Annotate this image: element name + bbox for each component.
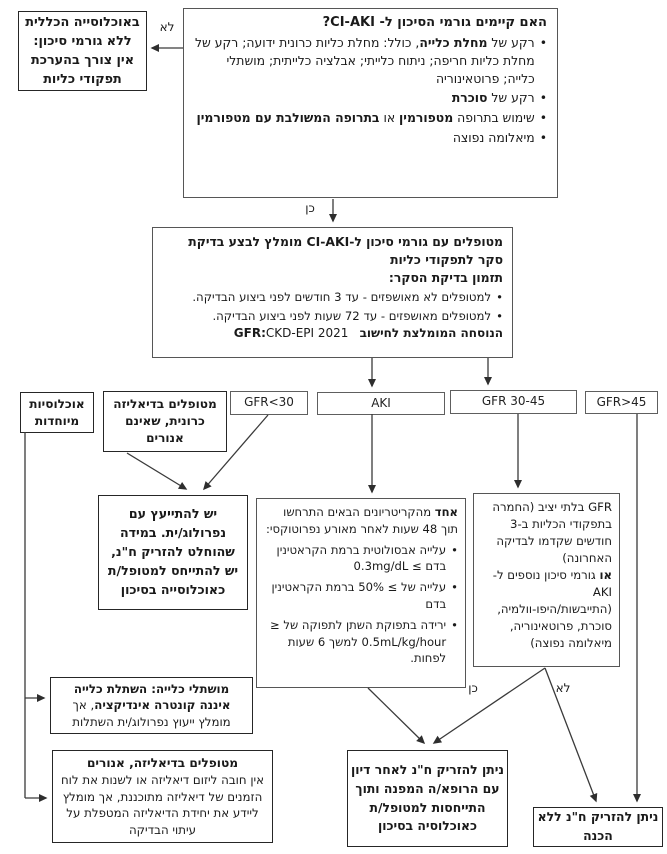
screening-bullet-outpatient [159, 289, 503, 306]
bullet-text: עלייה אבסולוטית ברמת הקראטינין בדם ≥ 0.3mg/dL [276, 542, 447, 574]
unstable-gfr-box [473, 493, 620, 667]
criteria-bullet-urine-output [264, 617, 458, 667]
aki-criteria-box [256, 498, 466, 688]
kidney-transplant-box [50, 677, 253, 734]
aki-text: AKI [371, 395, 391, 410]
gfr-30-45-text: GFR 30-45 [481, 394, 546, 409]
gfr-lt30-box [230, 391, 308, 415]
anuric-content [60, 755, 265, 838]
screening-title: מטופלים עם גורמי סיכון ל-CI-AKI מומלץ לבצע בדיקת סקר לתפקודי כליות [188, 234, 503, 267]
screening-bullet-inpatient [159, 308, 503, 325]
bullet-text: למטופלים לא מאושפזים - עד 3 חודשים לפני ביצוע הבדיקה. [192, 289, 492, 304]
aki-box [317, 392, 445, 415]
inject-after-discussion-box [347, 750, 508, 847]
inject-no-prep-text: ניתן להזריק ח"נ ללא הכנה [537, 809, 659, 843]
bullet-dot: • [496, 308, 503, 323]
screening-box [152, 227, 513, 358]
transplant-text: מושתלי כלייה: השתלת כלייה איננה קונטרה אינדיקציה, אך מומלץ ייעוץ נפרולוג/ית השתלות [72, 682, 231, 729]
bullet-text: רקע של סוכרת [451, 90, 535, 106]
bullet-dot: • [451, 580, 458, 595]
edge-label-yes-top: כן [305, 201, 315, 215]
bullet-dot: • [451, 617, 458, 632]
general-population-box [18, 11, 147, 91]
formula-label: הנוסחה המומלצת לחישוב GFR: [233, 326, 503, 341]
question-bullet-kidney-disease [192, 34, 547, 87]
screening-subtitle: תזמון בדיקת הסקר: [388, 269, 503, 285]
gfr-lt30-text: GFR<30 [244, 395, 294, 410]
bullet-dot: • [539, 35, 547, 51]
special-populations-text: אוכלוסיות מיוחדות [29, 396, 85, 428]
chronic-dialysis-box [103, 391, 227, 452]
edge-label-yes-mid: כן [468, 681, 478, 695]
gfr-gt45-box [585, 391, 658, 414]
bullet-dot: • [451, 542, 458, 557]
gfr-formula-line [159, 325, 503, 342]
chronic-dialysis-text: מטופלים בדיאליזה כרונית, שאינם אנורים [113, 397, 217, 445]
question-title: האם קיימים גורמי הסיכון ל- CI-AKI? [322, 15, 547, 30]
anuric-dialysis-box [52, 750, 273, 843]
bullet-text: עלייה של ≥ 50% ברמת הקראטינין בדם [271, 580, 447, 611]
inject-after-discussion-text: ניתן להזריק ח"נ לאחר דיון עם הרופא/ה המפנה ותוך התייחסות למטופל/ת כאוכלוסיה בסיכון [351, 762, 504, 834]
question-bullet-diabetes [192, 89, 547, 107]
edge-label-no-mid: לא [555, 681, 571, 695]
special-populations-box [20, 392, 94, 433]
bullet-dot: • [539, 129, 547, 145]
unstable-or: או [599, 567, 612, 582]
unstable-part2: גורמי סיכון נוספים ל-AKI (התייבשות/היפו-וולמיה, סוכרת, פרוטאינוריה, מיאלומה נפוצה) [492, 567, 612, 650]
formula-value: CKD-EPI 2021 [265, 326, 349, 341]
arrow-criteria-to-discuss [368, 688, 424, 743]
anuric-title: מטופלים בדיאליזה, אנורים [86, 755, 239, 770]
gfr-30-45-box [450, 390, 577, 414]
inject-no-prep-box [533, 807, 663, 847]
bullet-text: למטופלים מאושפזים - עד 72 שעות לפני ביצוע הבדיקה. [212, 308, 492, 323]
consult-nephrologist-box [98, 495, 248, 610]
consult-text: יש להתייעץ עם נפרולוג/ית. במידה שהוחלט להזריק ח"נ, יש להתייחס למטופל/ת כאוכלוסייה בסיכון [107, 506, 239, 597]
bullet-dot: • [539, 109, 547, 125]
bullet-dot: • [496, 289, 503, 304]
edge-label-no-top: לא [159, 20, 175, 34]
arrow-chronic-dialysis-to-consult [127, 453, 186, 489]
question-bullet-myeloma [192, 129, 547, 147]
anuric-body: אין חובה ליזום דיאליזה או לשנות את לוח הזמנים של דיאליזה מתוכננת, אך מומלץ ליידע את יחידת הדיאליזה המטפלת על עיתוי הבדיקה [60, 773, 265, 837]
criteria-bullet-absolute-rise [264, 542, 458, 576]
risk-question-box [183, 8, 558, 198]
bullet-dot: • [539, 90, 547, 106]
bullet-text: ירידה בתפוקת השתן לתפוקה של ≤ 0.5mL/kg/hour למשך 6 שעות לפחות. [270, 617, 447, 666]
bullet-text: רקע של מחלת כלייה, כולל: מחלת כליות כרונית ידועה; רקע של מחלת כליות חריפה; ניתוח כלייתי; אבלציה כלייתית; מושתלי כלייה; פרוטאינוריה [194, 35, 535, 86]
question-bullet-metformin [192, 109, 547, 127]
unstable-part1: GFR בלתי יציב (החמרה בתפקודי הכליות ב-3 חודשים שקדמו לבדיקה האחרונה) [492, 500, 612, 565]
gfr-gt45-text: GFR>45 [596, 394, 647, 409]
criteria-bullet-percent-rise [264, 579, 458, 613]
general-population-text: באוכלוסייה הכללית ללא גורמי סיכון: אין צורך בהערכת תפקודי כליות [25, 14, 140, 88]
bullet-text: שימוש בתרופה מטפורמין או בתרופה המשולבת עם מטפורמין [196, 109, 535, 125]
bullet-text: מיאלומה נפוצה [452, 129, 535, 145]
criteria-lead: אחד מהקריטריונים הבאים התרחשו תוך 48 שעות לאחר מאורע נפרוטוקסי: [265, 505, 458, 536]
